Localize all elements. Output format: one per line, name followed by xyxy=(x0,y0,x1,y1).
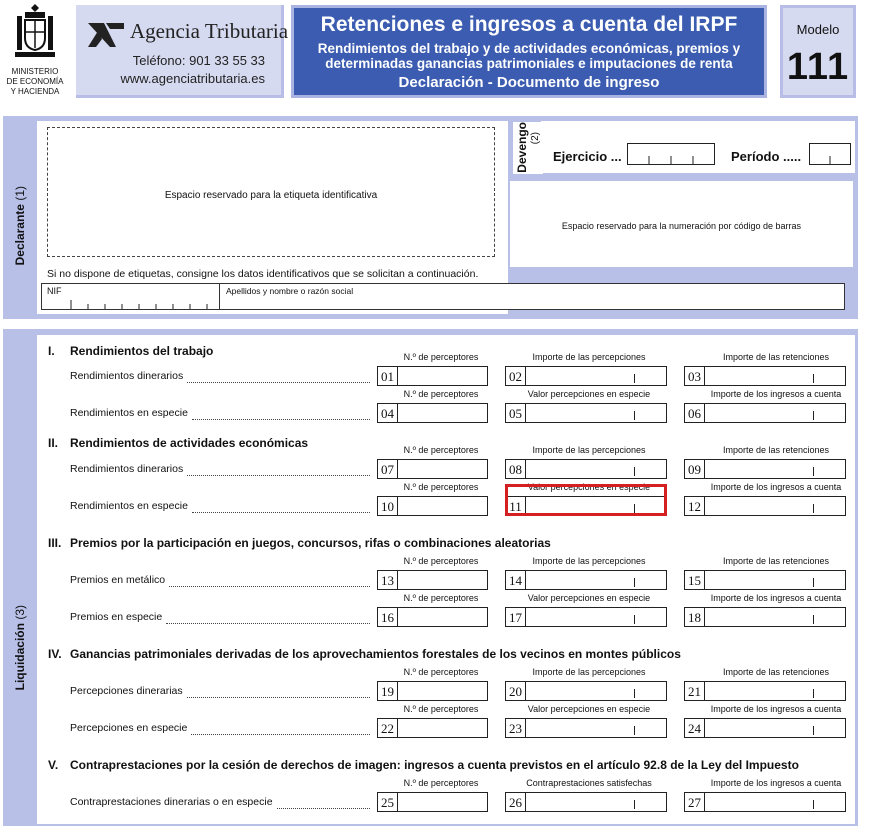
modelo-label: Modelo xyxy=(796,22,840,37)
field-number: 08 xyxy=(506,460,526,478)
devengo-box xyxy=(505,116,855,178)
row-leader-dots xyxy=(192,511,370,513)
field-number: 22 xyxy=(378,719,398,737)
decimal-tick xyxy=(813,615,814,624)
row-leader-dots xyxy=(277,807,370,809)
decimal-tick xyxy=(813,726,814,735)
field-number: 18 xyxy=(685,608,705,626)
decimal-tick xyxy=(813,800,814,809)
column-header: Importe de las retenciones xyxy=(722,352,830,362)
column-header: Importe de los ingresos a cuenta xyxy=(710,389,842,399)
name-field-label: Apellidos y nombre o razón social xyxy=(226,286,354,296)
row-label: Premios en metálico xyxy=(70,574,166,586)
column-header: Importe de los ingresos a cuenta xyxy=(710,704,842,714)
section-text: Ganancias patrimoniales derivadas de los aprovechamientos forestales de los vecinos en montes públicos xyxy=(70,647,681,661)
liquidacion-note-num: (3) xyxy=(13,605,27,620)
agency-logo-icon xyxy=(86,17,126,53)
column-header: N.º de perceptores xyxy=(403,352,479,362)
field-box-27[interactable] xyxy=(684,792,846,812)
column-header: N.º de perceptores xyxy=(403,704,479,714)
label-sticker-area[interactable] xyxy=(47,127,495,257)
field-box-06[interactable] xyxy=(684,403,846,423)
ministry-line-3: Y HACIENDA xyxy=(10,87,60,96)
field-number: 03 xyxy=(685,367,705,385)
agency-name: Agencia Tributaria xyxy=(130,19,289,43)
decimal-tick xyxy=(813,374,814,383)
devengo-content xyxy=(541,121,855,173)
column-header: N.º de perceptores xyxy=(403,593,479,603)
section-text: Rendimientos del trabajo xyxy=(70,344,214,358)
field-number: 26 xyxy=(506,793,526,811)
field-box-15[interactable] xyxy=(684,570,846,590)
row-leader-dots xyxy=(187,381,370,383)
column-header: Importe de las retenciones xyxy=(722,556,830,566)
field-box-01[interactable] xyxy=(377,366,488,386)
ejercicio-input[interactable] xyxy=(627,143,715,165)
field-box-19[interactable] xyxy=(377,681,488,701)
field-number: 09 xyxy=(685,460,705,478)
field-number: 10 xyxy=(378,497,398,515)
decimal-tick xyxy=(634,578,635,587)
field-box-21[interactable] xyxy=(684,681,846,701)
barcode-text: Espacio reservado para la numeración por código de barras xyxy=(561,221,802,231)
field-number: 25 xyxy=(378,793,398,811)
column-header: Importe de las percepciones xyxy=(532,352,646,362)
periodo-input[interactable] xyxy=(809,143,851,165)
liquidacion-section-label xyxy=(13,605,27,690)
row-leader-dots xyxy=(187,474,370,476)
agency-phone: Teléfono: 901 33 55 33 xyxy=(132,53,265,68)
liquidacion-label-text: Liquidación xyxy=(13,623,27,691)
section-title xyxy=(48,436,308,450)
decimal-tick xyxy=(813,578,814,587)
form-subtitle-line-2: determinadas ganancias patrimoniales e imputaciones de renta xyxy=(325,56,733,71)
form-title: Retenciones e ingresos a cuenta del IRPF xyxy=(320,13,738,36)
no-label-note: Si no dispone de etiquetas, consigne los datos identificativos que se solicitan a continuación. xyxy=(47,268,479,280)
field-number: 27 xyxy=(685,793,705,811)
periodo-label: Período ..... xyxy=(731,149,802,164)
column-header: Valor percepciones en especie xyxy=(527,482,651,492)
field-number: 01 xyxy=(378,367,398,385)
barcode-area xyxy=(510,181,853,267)
column-header: Importe de las percepciones xyxy=(532,556,646,566)
modelo-box xyxy=(780,5,856,98)
field-box-24[interactable] xyxy=(684,718,846,738)
form-title-box xyxy=(291,5,767,98)
ministry-emblem xyxy=(0,0,70,100)
decimal-tick xyxy=(813,504,814,513)
label-sticker-text: Espacio reservado para la etiqueta identificativa xyxy=(164,190,378,201)
row-leader-dots xyxy=(192,418,370,420)
decimal-tick xyxy=(634,800,635,809)
field-box-18[interactable] xyxy=(684,607,846,627)
row-label: Rendimientos dinerarios xyxy=(70,463,184,475)
column-header: N.º de perceptores xyxy=(403,667,479,677)
field-number: 11 xyxy=(506,497,526,515)
column-header: Importe de las retenciones xyxy=(722,445,830,455)
field-box-02[interactable] xyxy=(505,366,667,386)
field-box-16[interactable] xyxy=(377,607,488,627)
decimal-tick xyxy=(634,467,635,476)
section-title xyxy=(48,344,213,358)
section-num: I. xyxy=(48,344,55,358)
coat-of-arms-icon xyxy=(14,2,56,60)
field-box-08[interactable] xyxy=(505,459,667,479)
field-box-26[interactable] xyxy=(505,792,667,812)
field-number: 05 xyxy=(506,404,526,422)
field-box-17[interactable] xyxy=(505,607,667,627)
highlight-box-11 xyxy=(505,484,667,516)
decimal-tick xyxy=(634,615,635,624)
row-leader-dots xyxy=(166,622,370,624)
ejercicio-ticks xyxy=(628,144,714,164)
field-box-03[interactable] xyxy=(684,366,846,386)
column-header: Importe de los ingresos a cuenta xyxy=(710,482,842,492)
section-text: Contraprestaciones por la cesión de derechos de imagen: ingresos a cuenta previstos en el artículo 92.8 de la Ley del Impuesto xyxy=(70,758,799,772)
field-number: 07 xyxy=(378,460,398,478)
column-header: Contraprestaciones satisfechas xyxy=(526,778,652,788)
column-header: Importe de los ingresos a cuenta xyxy=(710,593,842,603)
field-number: 16 xyxy=(378,608,398,626)
decimal-tick xyxy=(813,411,814,420)
devengo-label-wrap xyxy=(515,122,529,173)
field-number: 04 xyxy=(378,404,398,422)
row-leader-dots xyxy=(191,733,370,735)
column-header: N.º de perceptores xyxy=(403,556,479,566)
field-box-13[interactable] xyxy=(377,570,488,590)
field-number: 12 xyxy=(685,497,705,515)
field-number: 23 xyxy=(506,719,526,737)
declarante-label-text: Declarante xyxy=(13,204,27,266)
column-header: Importe de las percepciones xyxy=(532,667,646,677)
devengo-note-num: (2) xyxy=(530,132,541,145)
row-label: Percepciones dinerarias xyxy=(70,685,183,697)
ministry-line-1: MINISTERIO xyxy=(11,67,59,76)
devengo-section-label xyxy=(513,122,543,174)
row-leader-dots xyxy=(169,585,370,587)
column-header: Importe de las percepciones xyxy=(532,445,646,455)
row-label: Percepciones en especie xyxy=(70,722,188,734)
column-header: N.º de perceptores xyxy=(403,482,479,492)
field-box-05[interactable] xyxy=(505,403,667,423)
section-num: III. xyxy=(48,536,62,550)
row-label: Rendimientos dinerarios xyxy=(70,370,184,382)
column-header: Valor percepciones en especie xyxy=(527,704,651,714)
row-label: Rendimientos en especie xyxy=(70,407,188,419)
form-subtitle xyxy=(294,41,764,71)
nif-separator xyxy=(219,284,220,309)
decimal-tick xyxy=(634,726,635,735)
decimal-tick xyxy=(634,411,635,420)
decimal-tick xyxy=(634,374,635,383)
column-header: Importe de los ingresos a cuenta xyxy=(710,778,842,788)
agency-website: www.agenciatributaria.es xyxy=(120,71,265,86)
periodo-ticks xyxy=(810,144,850,164)
agency-box xyxy=(76,5,289,98)
section-title xyxy=(48,758,799,772)
declarante-note-num: (1) xyxy=(13,186,27,201)
document-type: Declaración - Documento de ingreso xyxy=(398,74,660,91)
field-number: 20 xyxy=(506,682,526,700)
decimal-tick xyxy=(813,467,814,476)
nif-name-row xyxy=(41,283,845,310)
form-subtitle-line-1: Rendimientos del trabajo y de actividades económicas, premios y xyxy=(317,41,741,56)
field-box-23[interactable] xyxy=(505,718,667,738)
modelo-number: 111 xyxy=(786,46,850,88)
nif-input[interactable] xyxy=(70,300,220,309)
column-header: Valor percepciones en especie xyxy=(527,593,651,603)
section-title xyxy=(48,647,681,661)
field-number: 13 xyxy=(378,571,398,589)
field-box-22[interactable] xyxy=(377,718,488,738)
section-title xyxy=(48,536,551,550)
section-text: Rendimientos de actividades económicas xyxy=(70,436,309,450)
field-box-09[interactable] xyxy=(684,459,846,479)
field-box-14[interactable] xyxy=(505,570,667,590)
field-box-12[interactable] xyxy=(684,496,846,516)
field-number: 14 xyxy=(506,571,526,589)
column-header: N.º de perceptores xyxy=(403,778,479,788)
field-number: 19 xyxy=(378,682,398,700)
column-header: N.º de perceptores xyxy=(403,445,479,455)
ministry-line-2: DE ECONOMÍA xyxy=(6,77,64,86)
row-label: Rendimientos en especie xyxy=(70,500,188,512)
row-label: Contraprestaciones dinerarias o en especie xyxy=(70,796,273,808)
field-box-25[interactable] xyxy=(377,792,488,812)
nif-label: NIF xyxy=(47,286,62,296)
decimal-tick xyxy=(634,689,635,698)
decimal-tick xyxy=(813,689,814,698)
field-number: 24 xyxy=(685,719,705,737)
field-number: 15 xyxy=(685,571,705,589)
field-number: 02 xyxy=(506,367,526,385)
section-num: IV. xyxy=(48,647,62,661)
row-label: Premios en especie xyxy=(70,611,163,623)
field-box-07[interactable] xyxy=(377,459,488,479)
field-box-10[interactable] xyxy=(377,496,488,516)
column-header: Valor percepciones en especie xyxy=(527,389,651,399)
field-number: 21 xyxy=(685,682,705,700)
ejercicio-label: Ejercicio ... xyxy=(553,149,622,164)
row-leader-dots xyxy=(187,696,370,698)
field-box-20[interactable] xyxy=(505,681,667,701)
declarante-section-label xyxy=(13,186,27,265)
field-box-04[interactable] xyxy=(377,403,488,423)
field-number: 17 xyxy=(506,608,526,626)
section-num: V. xyxy=(48,758,59,772)
section-text: Premios por la participación en juegos, concursos, rifas o combinaciones aleatorias xyxy=(70,536,551,550)
field-number: 06 xyxy=(685,404,705,422)
column-header: Importe de las retenciones xyxy=(722,667,830,677)
section-num: II. xyxy=(48,436,59,450)
devengo-label-text: Devengo xyxy=(515,122,529,173)
column-header: N.º de perceptores xyxy=(403,389,479,399)
